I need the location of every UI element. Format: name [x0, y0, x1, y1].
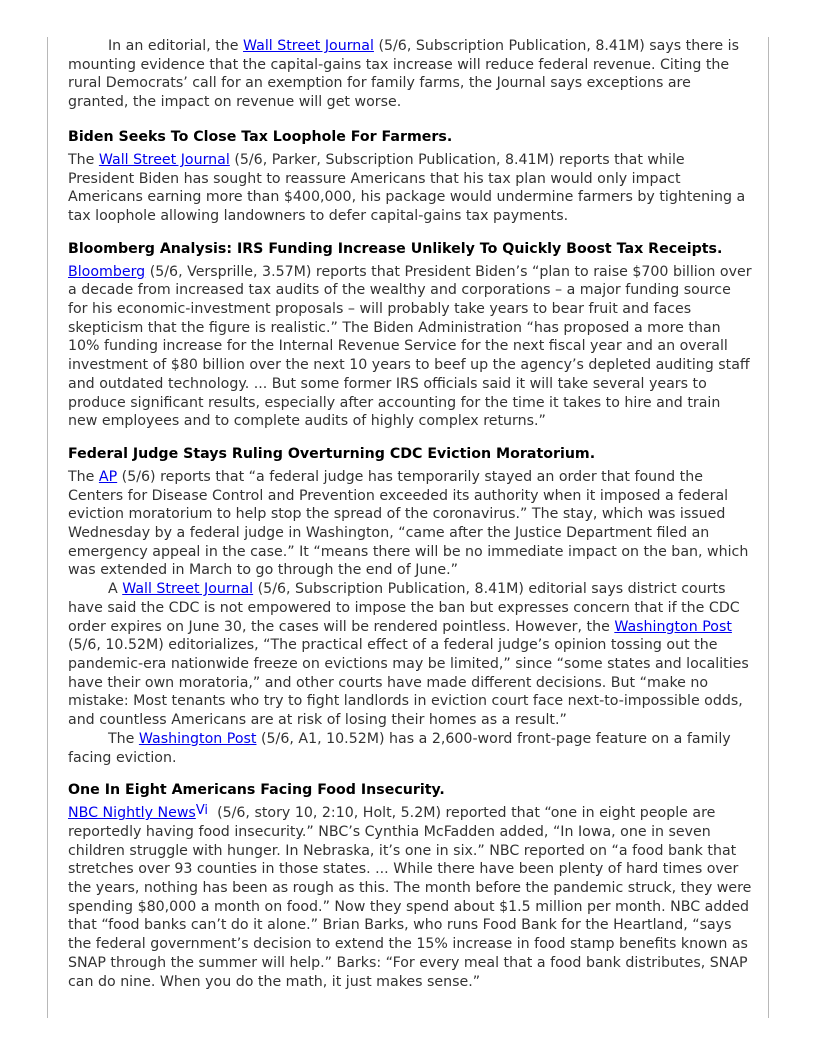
wsj-link[interactable]: Wall Street Journal	[98, 151, 230, 168]
page-frame	[47, 37, 769, 1018]
text: In an editorial, the	[108, 38, 244, 54]
text: (5/6, A1, 10.52M) has a 2,600-word front-page feature on a family facing eviction.	[68, 730, 731, 766]
text: The	[68, 468, 99, 485]
paragraph	[68, 37, 752, 112]
headline-bloomberg-irs: Bloomberg Analysis: IRS Funding Increase Unlikely To Quickly Boost Tax Receipts.	[68, 240, 723, 257]
bloomberg-link[interactable]: Bloomberg	[68, 263, 146, 280]
text: (5/6, Parker, Subscription Publication, 8.41M) reports that while President Biden has sought to reassure Americans that his tax plan would only impact Americans earning more than $400,000, his package would undermine farmers by tightening a tax loophole allowing landowners to defer capital-gains tax payments.	[68, 151, 746, 224]
headline-biden-tax-loophole: Biden Seeks To Close Tax Loophole For Farmers.	[68, 128, 453, 145]
washington-post-link[interactable]: Washington Post	[138, 730, 257, 747]
text: (5/6, Subscription Publication, 8.41M) says there is mounting evidence that the capital-gains tax increase will reduce federal revenue. Citing the rural Democrats’ call for an exemption for family farms, the Journal says exceptions are granted, the impact on revenue will get worse.	[68, 38, 740, 111]
text: The	[68, 151, 99, 168]
wsj-link[interactable]: Wall Street Journal	[122, 581, 254, 598]
paragraph	[68, 468, 752, 580]
headline-cdc-eviction: Federal Judge Stays Ruling Overturning CDC Eviction Moratorium.	[68, 445, 596, 462]
video-marker-icon[interactable]: Vi	[195, 803, 209, 819]
wsj-link[interactable]: Wall Street Journal	[243, 38, 374, 54]
paragraph	[68, 730, 752, 767]
document-body	[68, 37, 756, 991]
text: A	[108, 581, 123, 598]
paragraph	[68, 151, 752, 226]
paragraph	[68, 580, 752, 730]
text: (5/6, Versprille, 3.57M) reports that President Biden’s “plan to raise $700 billion over a decade from increased tax audits of the wealthy and corporations – a major funding source for his economic-investment proposals – will probably take years to bear fruit and faces skepticism that the figure is realistic.” The Biden Administration “has proposed a more than 10% funding increase for the Internal Revenue Service for the next fiscal year and an overall investment of $80 billion over the next 10 years to beef up the agency’s depleted auditing staff and outdated technology. ... But some former IRS officials said it will take several years to produce significant results, especially after accounting for the time it takes to hire and train new employees and to complete audits of highly complex returns.”	[68, 263, 752, 430]
paragraph	[68, 263, 752, 431]
washington-post-link[interactable]: Washington Post	[614, 618, 732, 635]
nbc-nightly-news-link[interactable]: NBC Nightly News	[68, 805, 196, 822]
text: (5/6, 10.52M) editorializes, “The practical effect of a federal judge’s opinion tossing out the pandemic-era nationwide freeze on evictions may be limited,” since “some states and localities have their own moratoria,” and other courts have made different decisions. But “make no mistake: Most tenants who try to fight landlords in eviction court face next-to-impossible odds, and countless Americans are at risk of losing their homes as a result.”	[68, 637, 749, 729]
text: The	[108, 730, 139, 747]
headline-food-insecurity: One In Eight Americans Facing Food Insecurity.	[68, 782, 445, 799]
text: (5/6, story 10, 2:10, Holt, 5.2M) reported that “one in eight people are reportedly having food insecurity.” NBC’s Cynthia McFadden added, “In Iowa, one in seven children struggle with hunger. In Nebraska, it’s one in six.” NBC reported on “a food bank that stretches over 93 counties in those states. ... While there have been plenty of hard times over the years, nothing has been as rough as this. The month before the pandemic struck, they were spending $80,000 a month on food.” Now they spend about $1.5 million per month. NBC added that “food banks can’t do it alone.” Brian Barks, who runs Food Bank for the Heartland, “says the federal government’s decision to extend the 15% increase in food stamp benefits known as SNAP through the summer will help.” Barks: “For every meal that a food bank distributes, SNAP can do nine. When you do the math, it just makes sense.”	[68, 805, 756, 990]
text: (5/6, Subscription Publication, 8.41M) editorial says district courts have said the CDC is not empowered to impose the ban but expresses concern that if the CDC order expires on June 30, the cases will be rendered pointless. However, the	[68, 581, 740, 635]
paragraph	[68, 803, 756, 991]
ap-link[interactable]: AP	[98, 468, 118, 485]
text: (5/6) reports that “a federal judge has temporarily stayed an order that found the Centers for Disease Control and Prevention exceeded its authority when it imposed a federal eviction moratorium to help stop the spread of the coronavirus.” The stay, which was issued Wednesday by a federal judge in Washington, “came after the Justice Department filed an emergency appeal in the case.” It “means there will be no immediate impact on the ban, which was extended in March to go through the end of June.”	[68, 468, 749, 579]
